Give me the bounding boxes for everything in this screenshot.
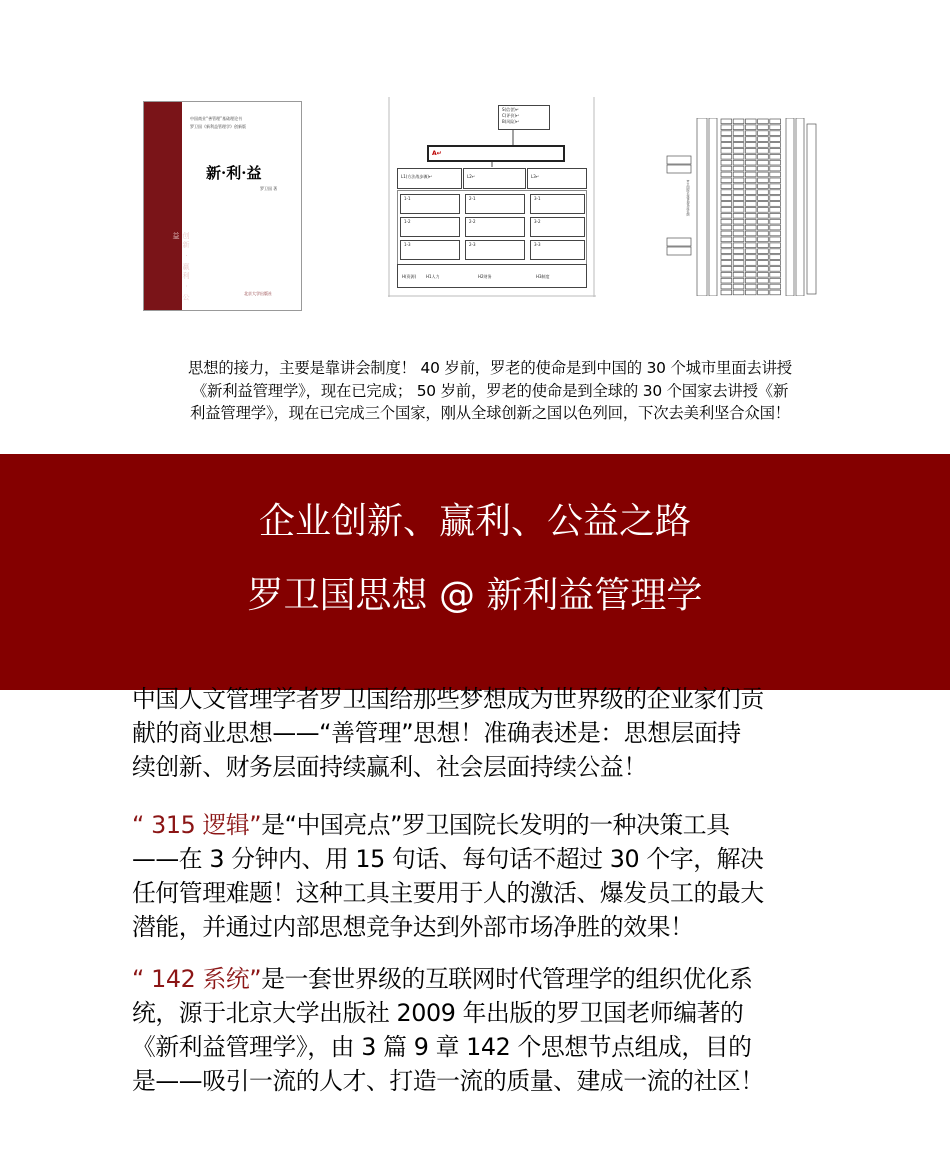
diagram-legend-item: C(评价)↵ xyxy=(502,113,520,118)
seat xyxy=(745,261,756,266)
seat xyxy=(758,166,769,171)
seat xyxy=(758,143,769,148)
diagram-footer-box xyxy=(397,264,587,288)
seat xyxy=(770,255,781,260)
seat xyxy=(770,267,781,272)
seat xyxy=(733,196,744,201)
system-142-highlight: “ 142 系统” xyxy=(132,965,262,993)
seat xyxy=(745,160,756,165)
seat xyxy=(758,261,769,266)
seat xyxy=(733,125,744,130)
diagram-cell: 3-3 xyxy=(530,240,585,260)
diagram-legend-item: S(信誉)↵ xyxy=(502,107,520,112)
seat xyxy=(770,131,781,136)
seat xyxy=(758,267,769,272)
seat xyxy=(758,119,769,124)
seat xyxy=(770,261,781,266)
seat xyxy=(721,172,732,177)
seat xyxy=(733,261,744,266)
seat-table xyxy=(667,247,691,255)
seat xyxy=(758,243,769,248)
seat xyxy=(770,219,781,224)
seat xyxy=(770,272,781,277)
seat xyxy=(733,190,744,195)
seat xyxy=(745,225,756,230)
caption-text xyxy=(107,357,873,425)
seat xyxy=(733,284,744,289)
seat xyxy=(745,208,756,213)
seat-aisle xyxy=(697,118,707,296)
seat xyxy=(721,190,732,195)
seat xyxy=(770,213,781,218)
seat xyxy=(721,160,732,165)
seat xyxy=(758,255,769,260)
seat xyxy=(758,272,769,277)
diagram-footer-item: H1人力 xyxy=(426,274,440,279)
paragraph-line-rest: 是“中国亮点”罗卫国院长发明的一种决策工具 xyxy=(261,811,730,839)
seat xyxy=(745,143,756,148)
seat xyxy=(745,166,756,171)
seat xyxy=(770,278,781,283)
seat xyxy=(745,190,756,195)
diagram-cell: 2-2 xyxy=(465,217,525,237)
seat xyxy=(745,131,756,136)
seat xyxy=(758,154,769,159)
seat-aisle xyxy=(786,118,794,296)
seat-table xyxy=(667,238,691,246)
seat xyxy=(721,154,732,159)
seat xyxy=(733,249,744,254)
paragraph-line: 续创新、财务层面持续赢利、社会层面持续公益！ xyxy=(132,753,647,781)
diagram-cell: 1-1 xyxy=(400,194,460,214)
seat xyxy=(770,196,781,201)
seat xyxy=(733,267,744,272)
seat xyxy=(745,284,756,289)
seat xyxy=(745,272,756,277)
diagram-top-box: A↵ xyxy=(427,145,565,162)
seat xyxy=(758,284,769,289)
seat xyxy=(758,213,769,218)
seat xyxy=(721,119,732,124)
seat xyxy=(770,119,781,124)
paragraph-line xyxy=(132,808,832,842)
seat xyxy=(770,225,781,230)
seat xyxy=(770,208,781,213)
seat xyxy=(745,184,756,189)
seat xyxy=(733,278,744,283)
seat xyxy=(733,237,744,242)
seat xyxy=(733,166,744,171)
book-title: 新·利·益 xyxy=(206,164,262,182)
seat xyxy=(758,225,769,230)
seat xyxy=(745,249,756,254)
paragraph-line: 是——吸引一流的人才、打造一流的质量、建成一流的社区！ xyxy=(132,1067,764,1095)
seat xyxy=(721,278,732,283)
banner-title: 企业创新、赢利、公益之路 xyxy=(258,501,691,542)
seat xyxy=(733,231,744,236)
seat xyxy=(745,237,756,242)
seat xyxy=(721,219,732,224)
paragraph-line: 中国人文管理学者罗卫国给那些梦想成为世界级的企业家们贡 xyxy=(132,685,764,713)
seat xyxy=(733,160,744,165)
seat xyxy=(758,149,769,154)
diagram-footer-item: H2财务 xyxy=(478,274,492,279)
seat xyxy=(721,125,732,130)
banner-subtitle: 罗卫国思想 @ 新利益管理学 xyxy=(247,575,703,616)
seat xyxy=(721,290,732,295)
seat xyxy=(758,237,769,242)
seat xyxy=(770,160,781,165)
seat xyxy=(770,178,781,183)
seat xyxy=(758,249,769,254)
seat xyxy=(770,249,781,254)
book-series-line: 罗卫国《新利益管理学》创新版 xyxy=(190,124,246,129)
seating-chart-label: 罗卫国院长演讲现场座位图 xyxy=(686,180,690,216)
seat xyxy=(758,208,769,213)
seat xyxy=(758,131,769,136)
seat xyxy=(721,243,732,248)
seat xyxy=(745,255,756,260)
title-banner xyxy=(0,454,950,690)
diagram-cell: 2-1 xyxy=(465,194,525,214)
seat xyxy=(758,202,769,207)
seat xyxy=(745,196,756,201)
paragraph-line xyxy=(132,962,832,996)
seat xyxy=(745,154,756,159)
seat xyxy=(745,290,756,295)
seat xyxy=(758,125,769,130)
seat xyxy=(733,131,744,136)
seat xyxy=(721,213,732,218)
seat xyxy=(733,178,744,183)
seat xyxy=(745,178,756,183)
seat xyxy=(721,225,732,230)
seat xyxy=(770,243,781,248)
seat xyxy=(721,231,732,236)
seat xyxy=(770,231,781,236)
seat xyxy=(733,154,744,159)
seat xyxy=(758,231,769,236)
seat xyxy=(721,184,732,189)
seat xyxy=(758,184,769,189)
seat xyxy=(758,196,769,201)
seat xyxy=(733,243,744,248)
seat xyxy=(733,149,744,154)
seat xyxy=(745,172,756,177)
paragraph-line: 任何管理难题！这种工具主要用于人的激活、爆发员工的最大 xyxy=(132,879,764,907)
intro-paragraph xyxy=(132,682,832,784)
paragraph-line: 潜能，并通过内部思想竞争达到外部市场净胜的效果！ xyxy=(132,913,694,941)
seat xyxy=(770,166,781,171)
seat xyxy=(733,255,744,260)
seat xyxy=(758,278,769,283)
seat xyxy=(758,219,769,224)
seat xyxy=(745,213,756,218)
diagram-cell: 3-1 xyxy=(530,194,585,214)
paragraph-line: ——在 3 分钟内、用 15 句话、每句话不超过 30 个字，解决 xyxy=(132,845,764,873)
seat xyxy=(745,243,756,248)
seat xyxy=(721,249,732,254)
seat xyxy=(770,172,781,177)
seat xyxy=(733,272,744,277)
diagram-cell: 2-3 xyxy=(465,240,525,260)
seat xyxy=(733,202,744,207)
seat xyxy=(758,137,769,142)
book-publisher: 北京大学出版社 xyxy=(244,291,272,296)
seat xyxy=(721,261,732,266)
seat xyxy=(770,237,781,242)
book-cover-image xyxy=(143,101,302,311)
book-spine-text: 创新 · 赢利 · 公益 xyxy=(172,232,190,303)
diagram-cell: 1-2 xyxy=(400,217,460,237)
seat xyxy=(758,290,769,295)
logic-315-highlight: “ 315 逻辑” xyxy=(132,811,262,839)
paragraph-line: 统，源于北京大学出版社 2009 年出版的罗卫国老师编著的 xyxy=(132,999,744,1027)
seat xyxy=(721,255,732,260)
diagram-level-header: L1(方法战步骤)↵ xyxy=(397,168,462,189)
seat xyxy=(733,184,744,189)
book-author: 罗卫国 著 xyxy=(260,186,278,191)
seat xyxy=(733,208,744,213)
seat xyxy=(745,149,756,154)
paragraph-line: 献的商业思想——“善管理”思想！准确表述是：思想层面持 xyxy=(132,719,741,747)
diagram-footer-item: H(资源) xyxy=(402,274,417,279)
seat xyxy=(770,284,781,289)
seat-aisle xyxy=(709,118,717,296)
paragraph-line-rest: 是一套世界级的互联网时代管理学的组织优化系 xyxy=(261,965,753,993)
seat xyxy=(721,272,732,277)
structure-diagram-image xyxy=(388,97,596,297)
seat xyxy=(745,202,756,207)
seat-aisle xyxy=(796,118,804,296)
seat xyxy=(745,231,756,236)
seat xyxy=(721,137,732,142)
seat xyxy=(721,196,732,201)
seat xyxy=(721,202,732,207)
diagram-legend-box xyxy=(498,105,550,130)
seat xyxy=(721,284,732,289)
seat xyxy=(721,131,732,136)
seat xyxy=(770,149,781,154)
seat xyxy=(745,278,756,283)
seat xyxy=(770,190,781,195)
caption-line: 利益管理学》，现在已完成三个国家，刚从全球创新之国以色列回，下次去美利坚合众国！ xyxy=(190,404,790,423)
caption-line: 思想的接力，主要是靠讲会制度！ 40 岁前，罗老的使命是到中国的 30 个城市里面去讲授 xyxy=(187,359,792,377)
logic-315-paragraph xyxy=(132,808,832,944)
seat xyxy=(745,219,756,224)
seat xyxy=(733,172,744,177)
seat xyxy=(758,190,769,195)
seat xyxy=(733,119,744,124)
seat xyxy=(758,160,769,165)
seat xyxy=(721,149,732,154)
seat xyxy=(770,202,781,207)
diagram-footer-item: H3制度 xyxy=(536,274,550,279)
seat xyxy=(733,219,744,224)
seat xyxy=(745,267,756,272)
seat xyxy=(770,154,781,159)
seat xyxy=(733,143,744,148)
seat xyxy=(721,166,732,171)
seat-aisle xyxy=(807,124,816,294)
seat xyxy=(733,137,744,142)
book-series-line: 中国商业“善管理”基础理论书 xyxy=(190,116,243,121)
seating-chart-image xyxy=(665,118,818,296)
seat xyxy=(733,225,744,230)
seat xyxy=(721,237,732,242)
paragraph-line: 《新利益管理学》，由 3 篇 9 章 142 个思想节点组成，目的 xyxy=(132,1033,752,1061)
seat xyxy=(758,178,769,183)
seat xyxy=(770,137,781,142)
seat xyxy=(758,172,769,177)
seat xyxy=(733,213,744,218)
diagram-cell: 3-2 xyxy=(530,217,585,237)
system-142-paragraph xyxy=(132,962,832,1098)
caption-line: 《新利益管理学》，现在已完成； 50 岁前，罗老的使命是到全球的 30 个国家去讲授《新 xyxy=(191,381,789,400)
diagram-level-header: L3↵ xyxy=(527,168,587,189)
seat xyxy=(770,125,781,130)
seat xyxy=(745,125,756,130)
diagram-cell: 1-3 xyxy=(400,240,460,260)
seat-table xyxy=(667,165,691,173)
seat-table xyxy=(667,156,691,164)
seat xyxy=(745,119,756,124)
seat xyxy=(770,290,781,295)
seat xyxy=(770,184,781,189)
diagram-legend-item: B(风险)↵ xyxy=(502,119,520,124)
seat xyxy=(721,267,732,272)
seat xyxy=(721,208,732,213)
seat xyxy=(721,143,732,148)
seat xyxy=(770,143,781,148)
seat xyxy=(745,137,756,142)
diagram-level-header: L2↵ xyxy=(463,168,526,189)
seat xyxy=(721,178,732,183)
seat xyxy=(733,290,744,295)
